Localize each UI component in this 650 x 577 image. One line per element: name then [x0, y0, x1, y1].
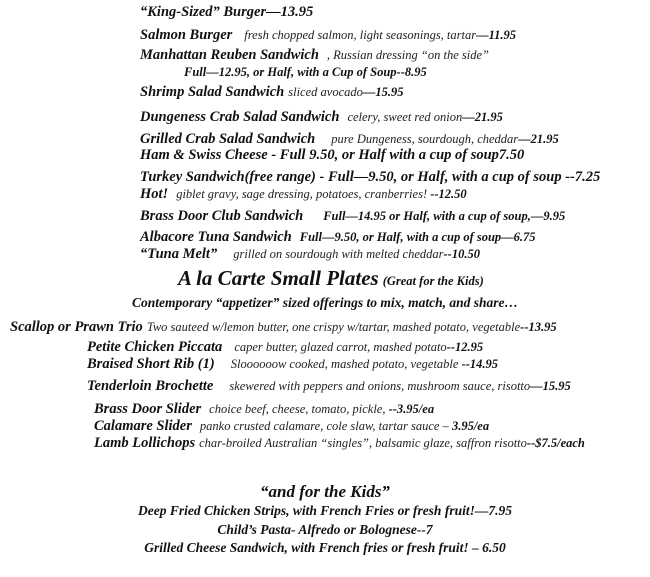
item-price: --$7.5/each [526, 436, 585, 450]
menu-item-manhattan-reuben [140, 47, 489, 63]
tagline-text: Contemporary “appetizer” sized offerings to mix, match, and share… [131, 295, 519, 310]
item-price: --10.50 [443, 247, 480, 261]
item-description: sliced avocado [288, 85, 363, 99]
item-name: Ham & Swiss Cheese - Full 9.50, or Half with a cup of soup7.50 [140, 147, 525, 163]
section-heading-kids [0, 483, 650, 501]
item-description: char-broiled Australian “singles”, balsamic glaze, saffron risotto [199, 436, 527, 450]
item-price: —21.95 [518, 132, 559, 146]
menu-item-hot-turkey [140, 186, 467, 202]
item-price: Full—12.95, or Half, with a Cup of Soup--8.95 [184, 65, 427, 79]
item-name: Petite Chicken Piccata [87, 339, 223, 355]
item-description: fresh chopped salmon, light seasonings, tartar [244, 28, 477, 42]
menu-item-tuna-melt [140, 246, 480, 262]
item-name: “Tuna Melt” [140, 246, 218, 262]
item-price: --12.95 [446, 340, 484, 354]
item-name: Manhattan Reuben Sandwich [140, 47, 319, 63]
item-name: Shrimp Salad Sandwich [140, 84, 285, 100]
item-description: pure Dungeness, sourdough, cheddar [331, 132, 519, 146]
item-text: Child’s Pasta- Alfredo or Bolognese--7 [217, 522, 433, 537]
item-name: Albacore Tuna Sandwich [140, 229, 292, 245]
item-name: Brass Door Slider [94, 401, 202, 417]
item-description: Two sauteed w/lemon butter, one crispy w/tartar, mashed potato, vegetable [146, 320, 521, 334]
item-name: “King-Sized” Burger—13.95 [140, 4, 314, 20]
item-price: --13.95 [520, 320, 557, 334]
item-description: choice beef, cheese, tomato, pickle, [209, 402, 389, 416]
section-heading-small-plates [178, 268, 484, 289]
section-tagline [0, 295, 650, 311]
item-description: grilled on sourdough with melted cheddar [233, 247, 444, 261]
item-name: Salmon Burger [140, 27, 233, 43]
menu-item-king-sized-burger [140, 4, 313, 20]
item-name: Grilled Crab Salad Sandwich [140, 131, 316, 147]
item-text: Deep Fried Chicken Strips, with French Fries or fresh fruit!—7.95 [138, 503, 512, 518]
item-name: Hot! [140, 186, 169, 202]
item-description: Sloooooow cooked, mashed potato, vegetable [230, 357, 459, 371]
section-title: A la Carte Small Plates [178, 266, 379, 290]
item-description: panko crusted calamare, cole slaw, tartar sauce – [199, 419, 452, 433]
item-description: giblet gravy, sage dressing, potatoes, cranberries! [176, 187, 428, 201]
item-name: Dungeness Crab Salad Sandwich [140, 109, 340, 125]
item-price: —15.95 [362, 85, 404, 99]
item-description: celery, sweet red onion [347, 110, 463, 124]
menu-item-salmon-burger [140, 27, 516, 43]
menu-item-brass-door-slider [94, 401, 434, 417]
menu-item-calamare-slider [94, 418, 489, 434]
item-name: Lamb Lollichops [94, 435, 196, 451]
menu-item-dungeness-crab-salad [140, 109, 503, 125]
item-price: —15.95 [530, 379, 571, 393]
menu-item-grilled-crab-salad [140, 131, 559, 147]
kids-item-grilled-cheese [0, 540, 650, 556]
item-description: skewered with peppers and onions, mushroom sauce, risotto [229, 379, 531, 393]
menu-item-shrimp-salad [140, 84, 404, 100]
item-price: --12.50 [427, 187, 467, 201]
section-title: “and for the Kids” [260, 482, 390, 501]
item-name: Brass Door Club Sandwich [140, 208, 304, 224]
item-description: caper butter, glazed carrot, mashed potato [234, 340, 447, 354]
item-name: Tenderloin Brochette [87, 378, 214, 394]
item-name: Braised Short Rib (1) [87, 356, 215, 372]
menu-item-lamb-lollichops [94, 435, 585, 451]
menu-item-ham-swiss [140, 147, 524, 163]
menu-item-braised-short-rib [87, 356, 498, 372]
item-price: Full—14.95 or Half, with a cup of soup,—9.95 [323, 209, 566, 223]
menu-item-scallop-prawn-trio [10, 319, 557, 335]
item-price: --14.95 [458, 357, 499, 371]
item-price: 3.95/ea [451, 419, 490, 433]
menu-item-brass-door-club [140, 208, 565, 224]
menu-item-turkey-sandwich [140, 169, 600, 185]
kids-item-chicken-strips [0, 503, 650, 519]
item-price: Full—9.50, or Half, with a cup of soup—6.75 [299, 230, 536, 244]
item-name: Turkey Sandwich(free range) - Full—9.50, or Half, with a cup of soup --7.25 [140, 169, 601, 185]
item-price: —21.95 [462, 110, 503, 124]
item-name: Scallop or Prawn Trio [10, 319, 143, 335]
menu-item-albacore-tuna [140, 229, 536, 245]
item-price: —11.95 [476, 28, 517, 42]
menu-item-petite-chicken-piccata [87, 339, 483, 355]
item-description: , Russian dressing “on the side” [326, 48, 489, 62]
menu-item-tenderloin-brochette [87, 378, 571, 394]
item-name: Calamare Slider [94, 418, 192, 434]
item-price: --3.95/ea [388, 402, 435, 416]
section-title-note: (Great for the Kids) [382, 274, 484, 288]
kids-item-childs-pasta [0, 522, 650, 538]
menu-item-manhattan-reuben-prices [184, 64, 427, 80]
item-text: Grilled Cheese Sandwich, with French fries or fresh fruit! – 6.50 [144, 540, 506, 555]
